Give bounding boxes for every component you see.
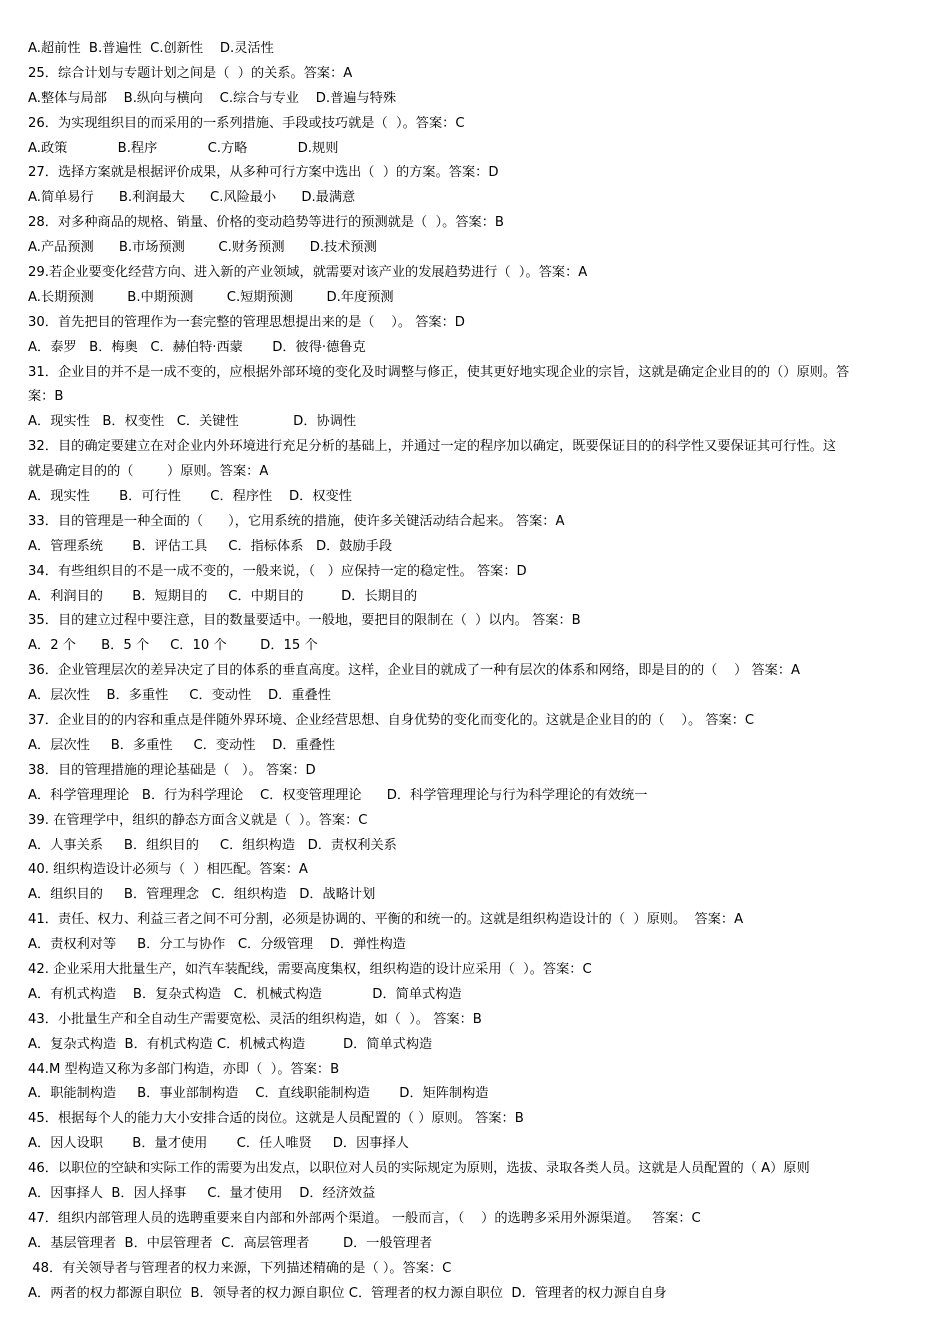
text-line: A．利润目的 B．短期目的 C．中期目的 D．长期目的 bbox=[28, 588, 418, 604]
text-line: A．复杂式构造 B．有机式构造 C．机械式构造 D．简单式构造 bbox=[28, 1036, 433, 1052]
text-line: A.政策 B.程序 C.方略 D.规则 bbox=[28, 140, 339, 156]
text-line: 就是确定目的的（ ）原则。答案：A bbox=[28, 464, 269, 480]
text-line: 34．有些组织目的不是一成不变的，一般来说，（ ）应保持一定的稳定性。 答案：D bbox=[28, 563, 527, 579]
text-line: A．泰罗 B．梅奥 C．赫伯特·西蒙 D．彼得·德鲁克 bbox=[28, 339, 366, 355]
text-line: 48．有关领导者与管理者的权力来源，下列描述精确的是（ ）。答案：C bbox=[28, 1260, 452, 1276]
document-page bbox=[28, 37, 928, 1306]
text-line: 31．企业目的并不是一成不变的，应根据外部环境的变化及时调整与修正，使其更好地实现企业的宗旨，这就是确定企业目的的（）原则。答 bbox=[28, 364, 850, 380]
text-line: 32．目的确定要建立在对企业内外环境进行充足分析的基础上，并通过一定的程序加以确定，既要保证目的的科学性又要保证其可行性。这 bbox=[28, 439, 837, 455]
text-line: 29.若企业要变化经营方向、进入新的产业领域，就需要对该产业的发展趋势进行（ ）。答案：A bbox=[28, 265, 588, 281]
text-line: 37．企业目的的内容和重点是伴随外界环境、企业经营思想、自身优势的变化而变化的。这就是企业目的的（ ）。 答案：C bbox=[28, 713, 755, 729]
text-line: A．有机式构造 B．复杂式构造 C．机械式构造 D．简单式构造 bbox=[28, 986, 462, 1002]
text-line: 41．责任、权力、利益三者之间不可分割，必须是协调的、平衡的和统一的。这就是组织构造设计的（ ）原则。 答案：A bbox=[28, 912, 744, 928]
text-line: A．因人设职 B．量才使用 C．任人唯贤 D．因事择人 bbox=[28, 1136, 409, 1152]
text-line: 33．目的管理是一种全面的（ ），它用系统的措施，使许多关键活动结合起来。 答案：A bbox=[28, 513, 565, 529]
text-line: A．层次性 B．多重性 C．变动性 D．重叠性 bbox=[28, 688, 331, 704]
text-line: A．2 个 B．5 个 C．10 个 D．15 个 bbox=[28, 638, 318, 654]
text-line: 46．以职位的空缺和实际工作的需要为出发点，以职位对人员的实际规定为原则，选拔、录取各类人员。这就是人员配置的（ A）原则 bbox=[28, 1161, 810, 1177]
text-line: A．基层管理者 B．中层管理者 C．高层管理者 D．一般管理者 bbox=[28, 1235, 433, 1251]
text-line: 案：B bbox=[28, 389, 64, 405]
text-line: A.长期预测 B.中期预测 C.短期预测 D.年度预测 bbox=[28, 289, 394, 305]
text-line: 40. 组织构造设计必须与（ ）相匹配。答案：A bbox=[28, 862, 308, 878]
text-line: A．现实性 B．权变性 C．关键性 D．协调性 bbox=[28, 414, 357, 430]
text-line: 36．企业管理层次的差异决定了目的体系的垂直高度。这样，企业目的就成了一种有层次的体系和网络，即是目的的（ ） 答案：A bbox=[28, 663, 801, 679]
text-line: A．两者的权力都源自职位 B．领导者的权力源自职位 C．管理者的权力源自职位 D．管理者的权力源自自身 bbox=[28, 1285, 667, 1301]
text-line: A.整体与局部 B.纵向与横向 C.综合与专业 D.普遍与特殊 bbox=[28, 90, 397, 106]
text-line: A．人事关系 B．组织目的 C．组织构造 D．责权利关系 bbox=[28, 837, 397, 853]
text-line: A．管理系统 B．评估工具 C．指标体系 D．鼓励手段 bbox=[28, 538, 393, 554]
text-line: A．科学管理理论 B．行为科学理论 C．权变管理理论 D．科学管理理论与行为科学理论的有效统一 bbox=[28, 787, 648, 803]
text-line: 28．对多种商品的规格、销量、价格的变动趋势等进行的预测就是（ ）。答案：B bbox=[28, 215, 504, 231]
text-line: A.简单易行 B.利润最大 C.风险最小 D.最满意 bbox=[28, 190, 356, 206]
text-line: 44.M 型构造又称为多部门构造，亦即（ ）。答案：B bbox=[28, 1061, 340, 1077]
text-line: A．因事择人 B．因人择事 C．量才使用 D．经济效益 bbox=[28, 1185, 376, 1201]
text-line: 27．选择方案就是根据评价成果，从多种可行方案中选出（ ）的方案。答案：D bbox=[28, 165, 499, 181]
text-line: A.产品预测 B.市场预测 C.财务预测 D.技术预测 bbox=[28, 240, 377, 256]
text-line: 35．目的建立过程中要注意，目的数量要适中。一般地，要把目的限制在（ ）以内。 答案：B bbox=[28, 613, 581, 629]
text-line: A．责权利对等 B．分工与协作 C．分级管理 D．弹性构造 bbox=[28, 937, 406, 953]
text-line: 43．小批量生产和全自动生产需要宽松、灵活的组织构造，如（ ）。 答案：B bbox=[28, 1011, 482, 1027]
text-line: 30．首先把目的管理作为一套完整的管理思想提出来的是（ ）。 答案：D bbox=[28, 314, 465, 330]
text-line: A．职能制构造 B．事业部制构造 C．直线职能制构造 D．矩阵制构造 bbox=[28, 1086, 489, 1102]
text-line: 42. 企业采用大批量生产，如汽车装配线，需要高度集权，组织构造的设计应采用（ ）。答案：C bbox=[28, 961, 592, 977]
text-line: 39. 在管理学中，组织的静态方面含义就是（ ）。答案：C bbox=[28, 812, 368, 828]
text-line: 38．目的管理措施的理论基础是（ ）。 答案：D bbox=[28, 762, 316, 778]
text-line: 47．组织内部管理人员的选聘重要来自内部和外部两个渠道。 一般而言，（ ）的选聘多采用外源渠道。 答案：C bbox=[28, 1210, 701, 1226]
text-line: 45．根据每个人的能力大小安排合适的岗位。这就是人员配置的（ ）原则。 答案：B bbox=[28, 1111, 524, 1127]
text-line: A．层次性 B．多重性 C．变动性 D．重叠性 bbox=[28, 737, 336, 753]
text-line: 25．综合计划与专题计划之间是（ ）的关系。答案：A bbox=[28, 65, 353, 81]
text-line: A．组织目的 B．管理理念 C．组织构造 D．战略计划 bbox=[28, 887, 376, 903]
text-line: 26．为实现组织目的而采用的一系列措施、手段或技巧就是（ ）。答案：C bbox=[28, 115, 465, 131]
text-line: A．现实性 B．可行性 C．程序性 D．权变性 bbox=[28, 489, 352, 505]
text-line: A.超前性 B.普遍性 C.创新性 D.灵活性 bbox=[28, 41, 274, 56]
